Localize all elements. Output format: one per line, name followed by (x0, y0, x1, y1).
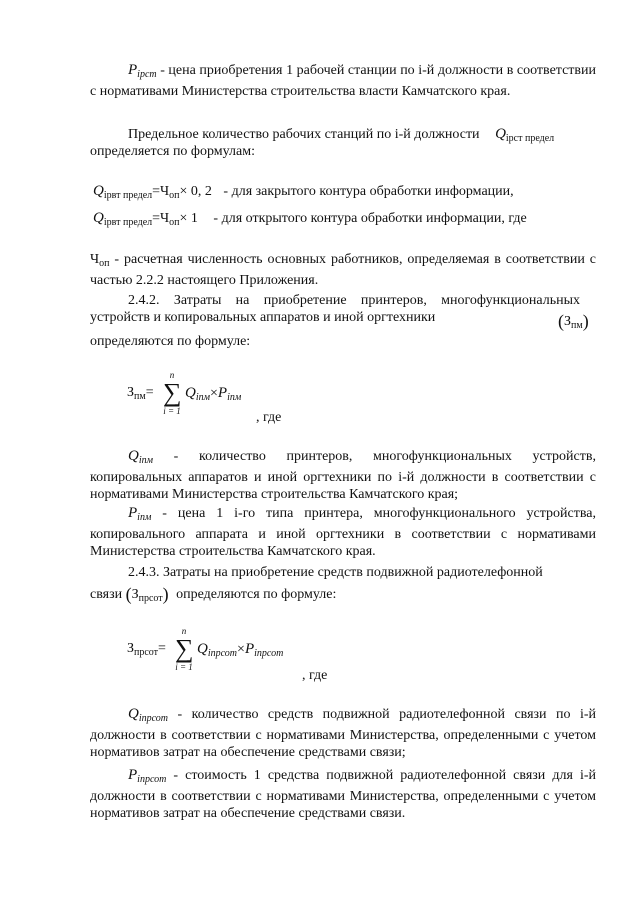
symbol-p: P (128, 62, 138, 78)
symbol-q: Q (128, 706, 139, 722)
formula-z-pm-lhs (127, 385, 154, 402)
paragraph-ch-op (90, 251, 596, 289)
paragraph-text: - цена приобретения 1 рабочей станции по i-й должности в соответствии с нормативами Министерства строительства власти Камчатского края. (90, 63, 596, 99)
symbol-subscript: пм (134, 391, 146, 402)
symbol-q: Q (495, 126, 506, 142)
symbol-z-pm-inline (558, 311, 589, 332)
symbol-subscript: iпрсот (137, 774, 167, 785)
formula-description: - для закрытого контура обработки информации, (223, 184, 514, 199)
formula-description: - для открытого контура обработки информации, где (213, 211, 527, 226)
symbol-subscript: iпм (137, 512, 152, 523)
symbol-subscript: iпм (195, 392, 211, 403)
paragraph-text: Предельное количество рабочих станций по i-й должности (128, 127, 480, 142)
symbol-q: Q (128, 448, 139, 464)
formula-value: × 0, 2 (179, 184, 212, 199)
symbol-subscript: iрст предел (505, 133, 555, 144)
formula-open-contour (93, 210, 527, 228)
sigma-symbol: ∑ (163, 378, 182, 407)
paragraph-text: - стоимость 1 средства подвижной радиотелефонной связи для i-й должности в соответствии с нормативами Министерства, определенными с учетом нормативов затрат на обеспечение средствами связи. (90, 768, 596, 821)
paragraph-text: - расчетная численность основных работников, определяемая в соответствии с частью 2.2.2 настоящего Приложения. (90, 252, 596, 288)
symbol-q: Q (93, 183, 104, 199)
symbol-p: P (128, 505, 138, 521)
symbol-paren: ( (125, 584, 132, 604)
symbol-equals: = (145, 385, 154, 400)
formula-gde: , где (302, 668, 328, 683)
symbol-subscript: iпрсот (254, 648, 284, 659)
paragraph-section-2-4-3: 2.4.3. Затраты на приобретение средств подвижной радиотелефонной (128, 565, 543, 580)
symbol-subscript: iпм (138, 455, 154, 466)
symbol-subscript: iпрсот (207, 648, 238, 659)
symbol-times: × (237, 642, 245, 657)
symbol-q: Q (185, 385, 196, 401)
sum-lower-limit: i = 1 (163, 406, 181, 416)
symbol-ch: Ч (90, 252, 100, 267)
symbol-q: Q (93, 210, 104, 226)
symbol-subscript: iрвт предел (103, 217, 153, 228)
symbol-equals: = (152, 211, 161, 226)
paragraph-text: - количество средств подвижной радиотелефонной связи по i-й должности в соответствии с нормативами Министерства, определенными с учетом нормативов затрат на обеспечение средствами связи; (90, 707, 596, 760)
symbol-subscript: iрвт предел (103, 190, 153, 201)
paragraph-q-ipm (90, 448, 596, 503)
paragraph-section-2-4-2: 2.4.2. Затраты на приобретение принтеров, многофункциональных устройств и копировальных аппаратов и иной оргтехники (90, 293, 580, 325)
summation-sign (163, 370, 181, 416)
symbol-p: P (244, 641, 255, 657)
symbol-equals: = (152, 184, 161, 199)
paragraph-q-iprsot (90, 706, 596, 761)
symbol-subscript: оп (169, 190, 180, 201)
symbol-subscript: оп (169, 217, 180, 228)
formula-value: × 1 (179, 211, 198, 226)
paragraph-text-line (90, 586, 336, 607)
paragraph-p-irst (90, 62, 596, 100)
symbol-z: З (131, 587, 139, 602)
formula-z-prsot-rhs (197, 641, 283, 659)
symbol-ch: Ч (160, 184, 170, 199)
formula-z-pm-rhs (185, 385, 241, 403)
symbol-z: З (564, 314, 572, 329)
formula-gde: , где (256, 410, 282, 425)
paragraph-text-line: определяются по формуле: (90, 334, 251, 349)
symbol-paren: ) (582, 311, 589, 331)
sigma-symbol: ∑ (175, 634, 194, 663)
symbol-p: P (217, 385, 228, 401)
symbol-subscript: оп (99, 258, 110, 269)
paragraph-text: связи (90, 587, 123, 602)
sum-lower-limit: i = 1 (175, 662, 193, 672)
sum-upper-limit: n (169, 370, 175, 380)
formula-z-prsot-lhs (127, 641, 166, 658)
symbol-times: × (210, 386, 218, 401)
symbol-subscript: пм (571, 320, 583, 331)
symbol-subscript: iпм (227, 392, 242, 403)
paragraph-p-ipm (90, 505, 596, 560)
paragraph-text: - количество принтеров, многофункциональных устройств, копировальных аппаратов и иной оргтехники по i-й должности в соответствии с нормативами Министерства строительства Камчатского края; (90, 449, 596, 502)
paragraph-text: - цена 1 i-го типа принтера, многофункционального устройства, копировального аппарата и иной оргтехники в соответствии с нормативами Министерства строительства Камчатского края. (90, 506, 596, 559)
symbol-z: З (127, 641, 135, 656)
symbol-subscript: iпрсот (138, 713, 169, 724)
formula-closed-contour (93, 183, 514, 201)
paragraph-text-line: определяется по формулам: (90, 144, 255, 159)
sum-upper-limit: n (181, 626, 187, 636)
symbol-q: Q (197, 641, 208, 657)
summation-sign (175, 626, 193, 672)
symbol-z: З (127, 385, 135, 400)
symbol-subscript: iрст (137, 69, 157, 80)
symbol-ch: Ч (160, 211, 170, 226)
symbol-equals: = (158, 641, 166, 656)
symbol-paren: ( (558, 311, 564, 331)
symbol-paren: ) (162, 584, 169, 604)
symbol-subscript: прсот (138, 593, 163, 604)
paragraph-text: определяются по формуле: (176, 587, 337, 602)
symbol-subscript: прсот (134, 647, 159, 658)
symbol-p: P (128, 767, 138, 783)
paragraph-p-iprsot (90, 767, 596, 822)
